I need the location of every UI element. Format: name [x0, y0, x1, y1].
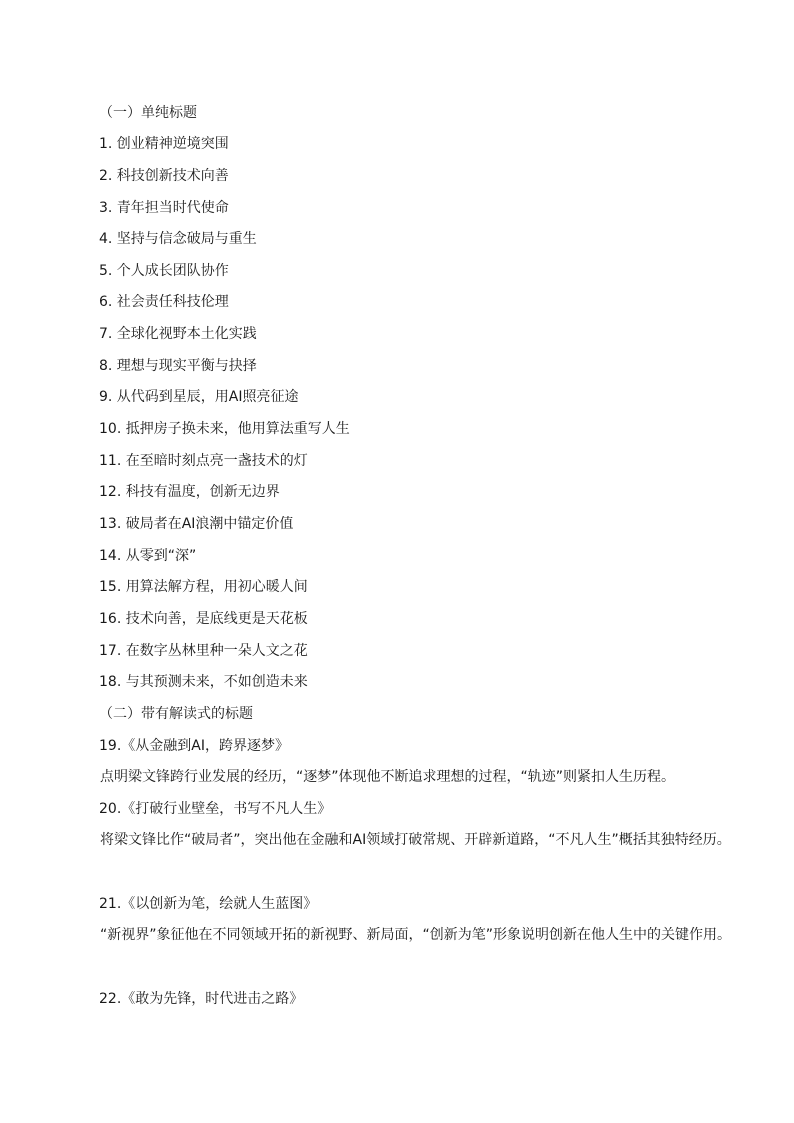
list-item: 14. 从零到“深”: [99, 548, 197, 564]
list-item: 7. 全球化视野本土化实践: [99, 326, 257, 342]
list-item: 17. 在数字丛林里种一朵人文之花: [99, 643, 308, 659]
list-item: 16. 技术向善，是底线更是天花板: [99, 611, 308, 627]
list-item: 3. 青年担当时代使命: [99, 200, 229, 216]
entry-explanation: 将梁文锋比作“破局者”，突出他在金融和AI领域打破常规、开辟新道路，“不凡人生”概括其独特经历。: [100, 832, 731, 848]
list-item: 4. 坚持与信念破局与重生: [99, 231, 257, 247]
list-item: 8. 理想与现实平衡与抉择: [99, 358, 257, 374]
list-item: 5. 个人成长团队协作: [99, 263, 229, 279]
section-heading-simple-titles: （一）单纯标题: [99, 105, 197, 121]
entry-title: 20.《打破行业壁垒，书写不凡人生》: [99, 801, 332, 817]
entry-explanation: “新视界”象征他在不同领域开拓的新视野、新局面，“创新为笔”形象说明创新在他人生中的关键作用。: [100, 927, 732, 943]
section-heading-interpretive-titles: （二）带有解读式的标题: [99, 706, 253, 722]
entry-title: 22.《敢为先锋，时代进击之路》: [99, 991, 304, 1007]
list-item: 9. 从代码到星辰，用AI照亮征途: [99, 389, 299, 405]
list-item: 11. 在至暗时刻点亮一盏技术的灯: [99, 453, 308, 469]
list-item: 6. 社会责任科技伦理: [99, 294, 229, 310]
list-item: 1. 创业精神逆境突围: [99, 136, 229, 152]
entry-explanation: 点明梁文锋跨行业发展的经历，“逐梦”体现他不断追求理想的过程，“轨迹”则紧扣人生历程。: [100, 769, 676, 785]
entry-title: 21.《以创新为笔，绘就人生蓝图》: [99, 896, 318, 912]
list-item: 13. 破局者在AI浪潮中锚定价值: [99, 516, 294, 532]
list-item: 10. 抵押房子换未来，他用算法重写人生: [99, 421, 350, 437]
list-item: 18. 与其预测未来，不如创造未来: [99, 674, 308, 690]
entry-title: 19.《从金融到AI，跨界逐梦》: [99, 738, 289, 754]
list-item: 15. 用算法解方程，用初心暖人间: [99, 579, 308, 595]
list-item: 12. 科技有温度，创新无边界: [99, 484, 280, 500]
list-item: 2. 科技创新技术向善: [99, 168, 229, 184]
